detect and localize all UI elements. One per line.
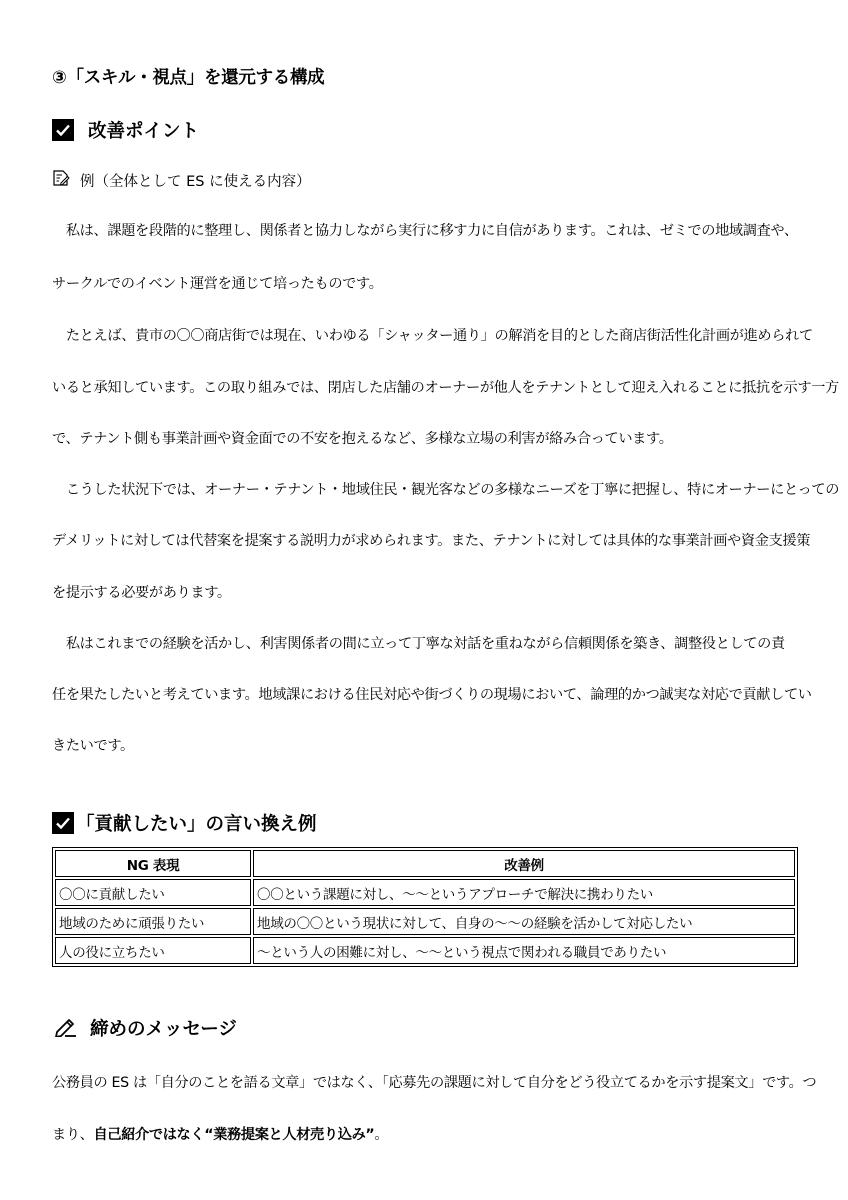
table-row xyxy=(55,908,795,935)
paragraph-line: たとえば、貴市の〇〇商店街では現在、いわゆる「シャッター通り」の解消を目的とした商店街活性化計画が進められて xyxy=(52,328,813,344)
table-row xyxy=(55,879,795,906)
table-cell-ng: 〇〇に貢献したい xyxy=(55,879,251,906)
closing-line-2 xyxy=(52,1124,388,1144)
closing-suffix: 。 xyxy=(374,1127,389,1143)
paragraph-line: を提示する必要があります。 xyxy=(52,585,231,601)
table-cell-improved: 〇〇という課題に対し、〜〜というアプローチで解決に携わりたい xyxy=(253,879,795,906)
pen-icon xyxy=(54,1015,78,1041)
paragraph-line: デメリットに対しては代替案を提案する説明力が求められます。また、テナントに対しては具体的な事業計画や資金支援策 xyxy=(52,533,811,549)
closing-heading-label: 締めのメッセージ xyxy=(90,1019,237,1040)
closing-prefix: まり、 xyxy=(52,1127,94,1143)
paragraph-line: 任を果たしたいと考えています。地域課における住民対応や街づくりの現場において、論理的かつ誠実な対応で貢献してい xyxy=(52,687,812,703)
paragraph-line: サークルでのイベント運営を通じて培ったものです。 xyxy=(52,276,383,292)
paragraph-line: きたいです。 xyxy=(52,738,134,754)
closing-emphasis: 自己紹介ではなく“業務提案と人材売り込み” xyxy=(93,1127,375,1143)
example-label-row xyxy=(52,169,311,191)
table-cell-improved: 〜という人の困難に対し、〜〜という視点で関われる職員でありたい xyxy=(253,937,795,964)
rephrase-table xyxy=(52,847,798,967)
improvement-heading xyxy=(52,117,199,143)
rephrase-heading xyxy=(52,810,317,836)
table-cell-ng: 人の役に立ちたい xyxy=(55,937,251,964)
check-box-icon xyxy=(52,119,74,141)
table-header-row xyxy=(55,850,795,877)
rephrase-heading-label: 「貢献したい」の言い換え例 xyxy=(76,814,317,835)
memo-icon xyxy=(52,169,70,191)
paragraph-line: 私はこれまでの経験を活かし、利害関係者の間に立って丁寧な対話を重ねながら信頼関係を築き、調整役としての責 xyxy=(52,636,785,652)
section-title: ③「スキル・視点」を還元する構成 xyxy=(52,68,325,88)
check-box-icon xyxy=(52,812,74,834)
table-row xyxy=(55,937,795,964)
improvement-heading-label: 改善ポイント xyxy=(88,121,200,142)
closing-heading xyxy=(54,1015,237,1041)
table-header-improved: 改善例 xyxy=(253,850,795,877)
table-cell-improved: 地域の〇〇という現状に対して、自身の〜〜の経験を活かして対応したい xyxy=(253,908,795,935)
closing-line: 公務員の ES は「自分のことを語る文章」ではなく、「応募先の課題に対して自分をどう役立てるかを示す提案文」です。つ xyxy=(52,1075,817,1091)
paragraph-line: で、テナント側も事業計画や資金面での不安を抱えるなど、多様な立場の利害が絡み合っています。 xyxy=(52,431,673,447)
paragraph-line: こうした状況下では、オーナー・テナント・地域住民・観光客などの多様なニーズを丁寧に把握し、特にオーナーにとっての xyxy=(52,482,840,498)
paragraph-line: 私は、課題を段階的に整理し、関係者と協力しながら実行に移す力に自信があります。これは、ゼミでの地域調査や、 xyxy=(52,223,798,239)
paragraph-line: いると承知しています。この取り組みでは、閉店した店舗のオーナーが他人をテナントとして迎え入れることに抵抗を示す一方 xyxy=(52,380,839,396)
example-label: 例（全体として ES に使える内容） xyxy=(80,173,311,190)
table-header-ng: NG 表現 xyxy=(55,850,251,877)
table-cell-ng: 地域のために頑張りたい xyxy=(55,908,251,935)
